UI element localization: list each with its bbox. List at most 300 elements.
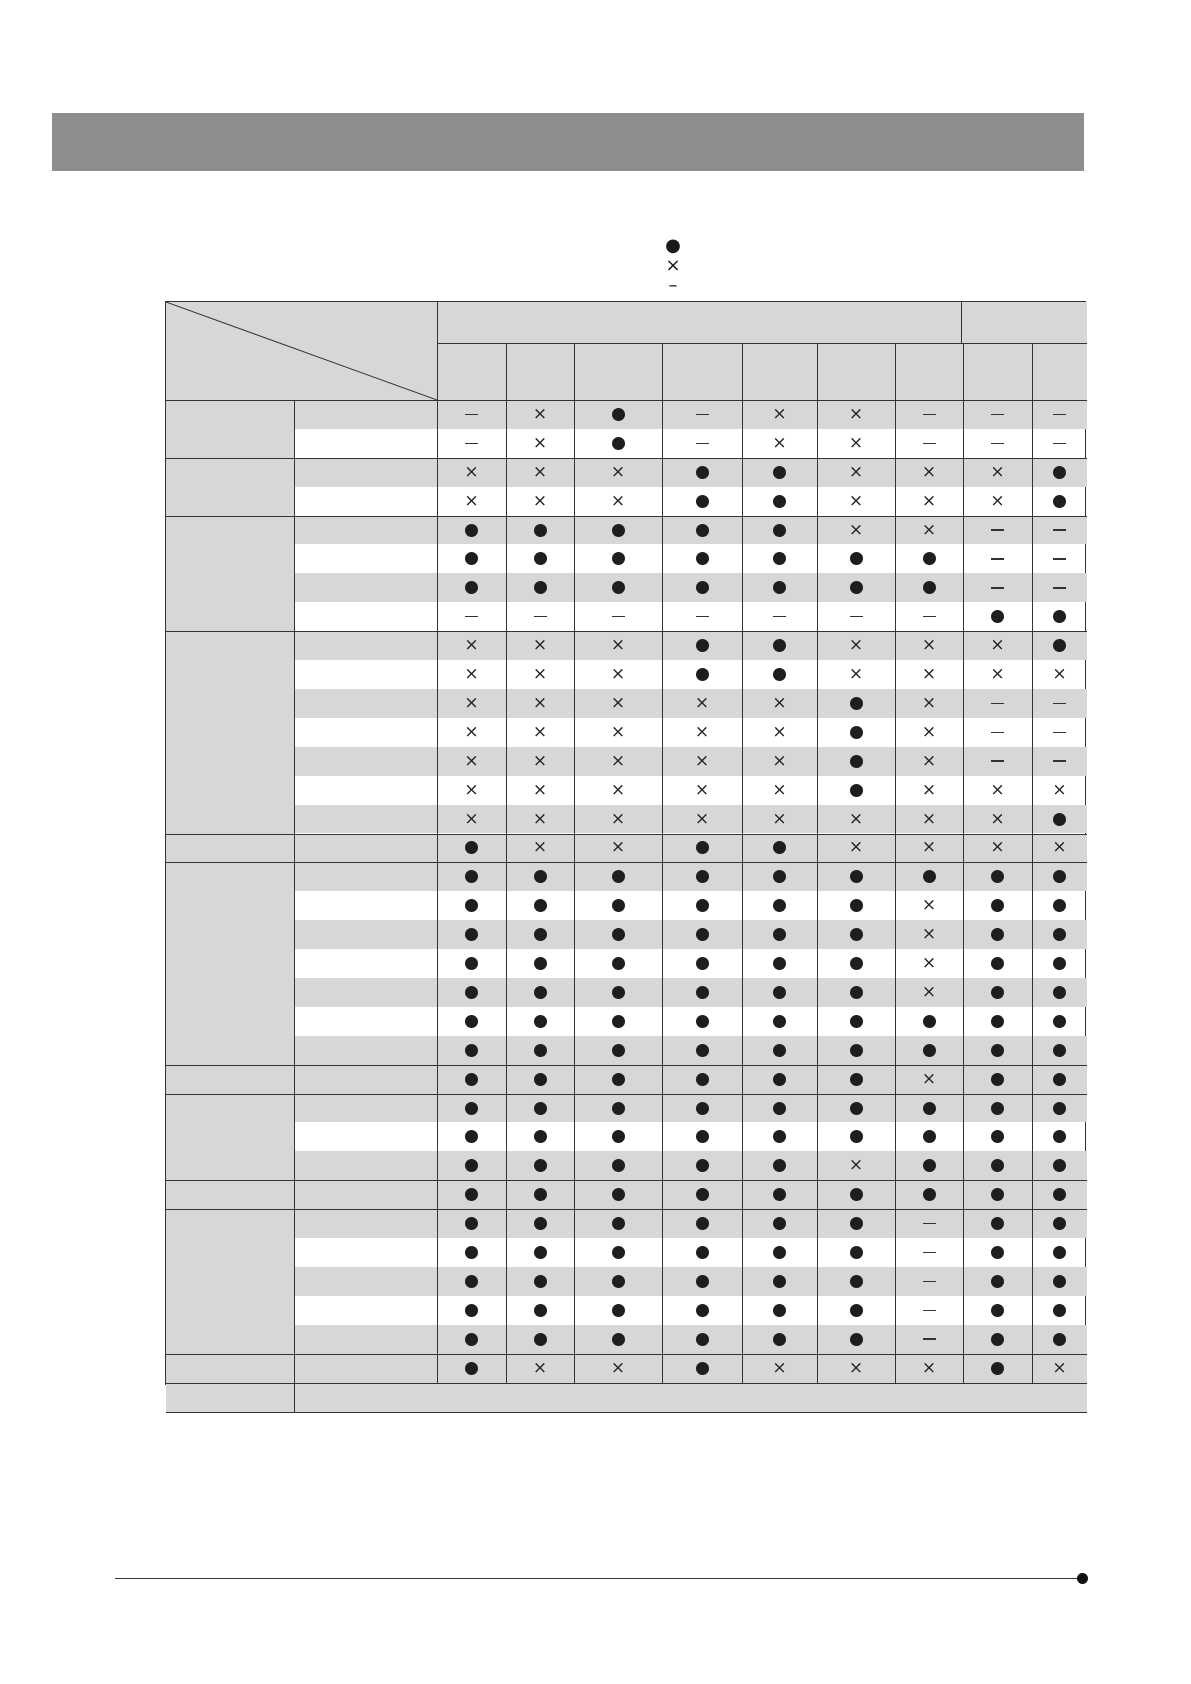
dot-icon: [850, 870, 863, 883]
cross-icon: ×: [921, 692, 937, 713]
dot-icon: [991, 1130, 1004, 1143]
table-cell: [506, 1354, 574, 1383]
table-cell: [742, 1325, 817, 1354]
table-cell: [437, 689, 506, 718]
group-divider: [166, 1383, 1087, 1384]
table-cell: [742, 516, 817, 545]
dot-icon: [773, 899, 786, 912]
table-cell: [742, 978, 817, 1007]
table-cell: [817, 920, 895, 949]
table-cell: [662, 400, 742, 429]
dot-icon: [534, 1159, 547, 1172]
dot-icon: [612, 1333, 625, 1346]
table-cell: [742, 1007, 817, 1036]
table-cell: [662, 1238, 742, 1267]
table-cell: [1032, 516, 1087, 545]
group-divider: [166, 1412, 1087, 1413]
table-cell: [574, 1325, 662, 1354]
cross-icon: ×: [532, 692, 548, 713]
cross-icon: ×: [464, 490, 479, 511]
table-cell: [662, 458, 742, 487]
dot-icon: [696, 466, 709, 479]
table-cell: [574, 949, 662, 978]
table-cell: [506, 1238, 574, 1267]
table-cell: [963, 631, 1032, 660]
table-cell: [1032, 1209, 1087, 1238]
cross-icon: ×: [694, 721, 710, 742]
cross-icon: ×: [772, 750, 787, 771]
cross-icon: ×: [464, 779, 479, 800]
table-cell: [963, 776, 1032, 805]
table-cell: [895, 400, 963, 429]
table-cell: [817, 834, 895, 863]
table-cell: [506, 1325, 574, 1354]
table-cell: [1032, 573, 1087, 602]
dot-icon: [773, 1044, 786, 1057]
table-cell: [817, 805, 895, 834]
table-cell: [1032, 458, 1087, 487]
dot-icon: [991, 1246, 1004, 1259]
table-cell: [895, 545, 963, 574]
table-cell: [817, 689, 895, 718]
dot-icon: [773, 957, 786, 970]
cross-icon: ×: [1052, 779, 1067, 800]
table-cell: [574, 1238, 662, 1267]
cross-icon: ×: [848, 808, 864, 829]
dot-icon: [850, 899, 863, 912]
table-cell: [1032, 891, 1087, 920]
dot-icon: [773, 1102, 786, 1115]
table-cell: [506, 545, 574, 574]
dot-icon: [612, 957, 625, 970]
table-cell: [895, 1296, 963, 1325]
dot-icon: [465, 1275, 478, 1288]
table-cell: [574, 1065, 662, 1094]
table-cell: [574, 1036, 662, 1065]
table-cell: [437, 862, 506, 891]
cross-icon: ×: [921, 953, 937, 974]
dot-icon: [991, 1015, 1004, 1028]
dot-icon: [923, 1015, 936, 1028]
dot-icon: [465, 1073, 478, 1086]
table-cell: [963, 429, 1032, 458]
dot-icon: [465, 1015, 478, 1028]
table-cell: [662, 978, 742, 1007]
dash-icon: [991, 443, 1004, 445]
table-cell: [506, 631, 574, 660]
cross-icon: ×: [464, 721, 479, 742]
table-cell: [662, 1123, 742, 1152]
cross-icon: ×: [464, 808, 479, 829]
dot-icon: [696, 668, 709, 681]
table-cell: [662, 660, 742, 689]
dot-icon: [696, 1217, 709, 1230]
dot-icon: [696, 581, 709, 594]
table-cell: [506, 1007, 574, 1036]
dash-icon: [1053, 414, 1066, 416]
table-cell: [742, 458, 817, 487]
table-cell: [963, 1065, 1032, 1094]
table-cell: [895, 1209, 963, 1238]
dot-icon: [991, 1217, 1004, 1230]
table-cell: [742, 660, 817, 689]
cross-icon: ×: [921, 837, 937, 858]
dot-icon: [1053, 1130, 1066, 1143]
dot-icon: [773, 1130, 786, 1143]
table-cell: [574, 834, 662, 863]
header-group-divider: [961, 302, 962, 343]
table-cell: [963, 978, 1032, 1007]
dash-icon: [1053, 443, 1066, 445]
table-cell: [742, 776, 817, 805]
dot-icon: [612, 1130, 625, 1143]
table-cell: [742, 834, 817, 863]
cross-icon: ×: [464, 635, 479, 656]
table-cell: [963, 660, 1032, 689]
dot-icon: [1053, 813, 1066, 826]
table-cell: [895, 949, 963, 978]
table-cell: [963, 1151, 1032, 1180]
table-cell: [574, 689, 662, 718]
dot-icon: [696, 986, 709, 999]
table-cell: [895, 776, 963, 805]
cross-icon: ×: [921, 490, 937, 511]
table-cell: [662, 949, 742, 978]
table-cell: [1032, 631, 1087, 660]
table-cell: [574, 1209, 662, 1238]
table-cell: [895, 602, 963, 631]
table-cell: [437, 1036, 506, 1065]
dot-icon: [1053, 1015, 1066, 1028]
cross-icon: ×: [464, 692, 479, 713]
table-cell: [506, 776, 574, 805]
table-cell: [963, 862, 1032, 891]
cross-icon: ×: [990, 461, 1005, 482]
dot-icon: [612, 1159, 625, 1172]
dot-icon: [534, 957, 547, 970]
dot-icon: [696, 1044, 709, 1057]
dot-icon: [991, 1188, 1004, 1201]
cross-icon: ×: [921, 750, 937, 771]
table-cell: [662, 1094, 742, 1123]
table-cell: [742, 429, 817, 458]
cross-icon: ×: [848, 403, 864, 424]
cross-icon: ×: [532, 432, 548, 453]
dot-icon: [850, 957, 863, 970]
table-cell: [742, 862, 817, 891]
cross-icon: ×: [990, 635, 1005, 656]
footer-rule: [115, 1578, 1082, 1579]
cross-icon: ×: [610, 461, 626, 482]
dot-icon: [1053, 1275, 1066, 1288]
dot-icon: [991, 1333, 1004, 1346]
dot-icon: [850, 1188, 863, 1201]
cross-icon: ×: [921, 519, 937, 540]
table-cell: [817, 862, 895, 891]
dot-icon: [534, 1246, 547, 1259]
dot-icon: [923, 1188, 936, 1201]
table-cell: [574, 573, 662, 602]
table-cell: [662, 487, 742, 516]
dot-icon: [773, 928, 786, 941]
table-cell: [1032, 834, 1087, 863]
dot-icon: [612, 1217, 625, 1230]
dot-icon: [850, 1044, 863, 1057]
table-cell: [895, 1180, 963, 1209]
table-cell: [662, 1296, 742, 1325]
dash-icon: [696, 616, 709, 618]
table-cell: [662, 776, 742, 805]
cross-icon: ×: [990, 664, 1005, 685]
dot-icon: [696, 1362, 709, 1375]
dot-icon: [991, 1044, 1004, 1057]
dot-icon: [773, 1275, 786, 1288]
dot-icon: [465, 870, 478, 883]
table-cell: [437, 1123, 506, 1152]
dot-icon: [991, 928, 1004, 941]
dot-icon: [1053, 957, 1066, 970]
table-cell: [817, 776, 895, 805]
cross-icon: ×: [921, 808, 937, 829]
dot-icon: [534, 581, 547, 594]
dot-icon: [1053, 1102, 1066, 1115]
dot-icon: [534, 1015, 547, 1028]
table-cell: [662, 1325, 742, 1354]
table-cell: [662, 516, 742, 545]
dot-icon: [612, 1015, 625, 1028]
cross-icon: ×: [921, 1068, 937, 1089]
table-cell: [963, 834, 1032, 863]
table-cell: [963, 487, 1032, 516]
dot-icon: [612, 1246, 625, 1259]
table-cell: [506, 458, 574, 487]
table-cell: [895, 487, 963, 516]
table-cell: [963, 949, 1032, 978]
table-cell: [963, 891, 1032, 920]
table-cell: [817, 718, 895, 747]
table-cell: [1032, 660, 1087, 689]
table-cell: [506, 862, 574, 891]
cross-icon: ×: [532, 403, 548, 424]
dot-icon: [773, 870, 786, 883]
dot-icon: [612, 581, 625, 594]
table-cell: [437, 1094, 506, 1123]
dot-icon: [1053, 495, 1066, 508]
dot-icon: [612, 1044, 625, 1057]
table-cell: [574, 545, 662, 574]
table-cell: [1032, 689, 1087, 718]
legend-dot-icon: ●: [665, 235, 681, 256]
cross-icon: ×: [848, 635, 864, 656]
table-cell: [662, 573, 742, 602]
table-cell: [895, 978, 963, 1007]
table-cell: [1032, 949, 1087, 978]
table-cell: [506, 660, 574, 689]
dot-icon: [773, 495, 786, 508]
dash-icon: [923, 616, 936, 618]
dot-icon: [465, 552, 478, 565]
dash-icon: [991, 760, 1004, 762]
table-cell: [662, 429, 742, 458]
table-cell: [574, 429, 662, 458]
table-cell: [1032, 718, 1087, 747]
table-cell: [742, 1267, 817, 1296]
table-cell: [506, 834, 574, 863]
table-cell: [437, 429, 506, 458]
table-cell: [895, 1094, 963, 1123]
table-cell: [506, 949, 574, 978]
table-cell: [574, 1123, 662, 1152]
cross-icon: ×: [610, 721, 626, 742]
table-cell: [817, 429, 895, 458]
table-cell: [817, 1354, 895, 1383]
footer-row: [294, 1383, 1087, 1413]
table-cell: [574, 660, 662, 689]
cross-icon: ×: [990, 808, 1005, 829]
dot-icon: [773, 466, 786, 479]
table-cell: [1032, 805, 1087, 834]
dot-icon: [1053, 1159, 1066, 1172]
table-cell: [817, 1180, 895, 1209]
table-cell: [817, 1094, 895, 1123]
table-cell: [895, 516, 963, 545]
dot-icon: [991, 1102, 1004, 1115]
cross-icon: ×: [772, 692, 787, 713]
table-cell: [742, 602, 817, 631]
cross-icon: ×: [772, 779, 787, 800]
table-cell: [895, 1123, 963, 1152]
cross-icon: ×: [848, 1155, 864, 1176]
table-cell: [963, 1180, 1032, 1209]
dot-icon: [1053, 1073, 1066, 1086]
table-cell: [742, 1209, 817, 1238]
table-cell: [506, 1036, 574, 1065]
dot-icon: [465, 581, 478, 594]
dot-icon: [696, 899, 709, 912]
dot-icon: [696, 1304, 709, 1317]
dash-icon: [1053, 587, 1066, 589]
dash-icon: [465, 616, 478, 618]
column-divider: [294, 400, 295, 1413]
cross-icon: ×: [694, 692, 710, 713]
table-cell: [1032, 545, 1087, 574]
table-cell: [506, 805, 574, 834]
table-cell: [574, 1094, 662, 1123]
dot-icon: [696, 495, 709, 508]
cross-icon: ×: [848, 519, 864, 540]
dot-icon: [1053, 928, 1066, 941]
table-cell: [963, 1267, 1032, 1296]
table-cell: [895, 834, 963, 863]
dot-icon: [696, 928, 709, 941]
dot-icon: [773, 524, 786, 537]
table-cell: [662, 891, 742, 920]
table-cell: [742, 1123, 817, 1152]
cross-icon: ×: [610, 750, 626, 771]
dot-icon: [991, 1073, 1004, 1086]
table-cell: [963, 1238, 1032, 1267]
table-cell: [742, 631, 817, 660]
cross-icon: ×: [532, 837, 548, 858]
dot-icon: [696, 1246, 709, 1259]
dash-icon: [923, 1252, 936, 1254]
dot-icon: [696, 639, 709, 652]
table-cell: [742, 805, 817, 834]
table-cell: [437, 920, 506, 949]
table-cell: [895, 862, 963, 891]
table-cell: [963, 805, 1032, 834]
dot-icon: [534, 986, 547, 999]
dot-icon: [696, 1188, 709, 1201]
table-cell: [963, 689, 1032, 718]
dash-icon: [1053, 558, 1066, 560]
table-cell: [895, 631, 963, 660]
dot-icon: [923, 870, 936, 883]
dot-icon: [773, 841, 786, 854]
cross-icon: ×: [848, 432, 864, 453]
legend-cross-icon: ×: [665, 255, 681, 276]
table-cell: [437, 1296, 506, 1325]
table-cell: [506, 920, 574, 949]
table-cell: [437, 949, 506, 978]
dot-icon: [612, 870, 625, 883]
table-cell: [1032, 1180, 1087, 1209]
table-cell: [662, 718, 742, 747]
table-cell: [506, 487, 574, 516]
dot-icon: [850, 1333, 863, 1346]
table-cell: [662, 805, 742, 834]
table-cell: [742, 573, 817, 602]
dot-icon: [465, 1217, 478, 1230]
dot-icon: [612, 1304, 625, 1317]
dot-icon: [465, 1362, 478, 1375]
cross-icon: ×: [532, 490, 548, 511]
dot-icon: [773, 1246, 786, 1259]
table-cell: [574, 978, 662, 1007]
cross-icon: ×: [610, 664, 626, 685]
table-cell: [574, 458, 662, 487]
table-cell: [963, 1007, 1032, 1036]
cross-icon: ×: [1052, 664, 1067, 685]
dot-icon: [923, 1159, 936, 1172]
table-cell: [506, 1209, 574, 1238]
table-cell: [662, 1065, 742, 1094]
table-cell: [506, 1267, 574, 1296]
cross-icon: ×: [694, 779, 710, 800]
table-cell: [574, 920, 662, 949]
dash-icon: [612, 616, 625, 618]
table-cell: [662, 631, 742, 660]
dot-icon: [696, 1130, 709, 1143]
dot-icon: [534, 870, 547, 883]
cross-icon: ×: [1052, 1357, 1067, 1378]
table-cell: [895, 1267, 963, 1296]
dot-icon: [696, 1102, 709, 1115]
dot-icon: [612, 1073, 625, 1086]
dot-icon: [534, 899, 547, 912]
dot-icon: [534, 552, 547, 565]
dot-icon: [1053, 1246, 1066, 1259]
table-cell: [742, 1354, 817, 1383]
dot-icon: [773, 1217, 786, 1230]
cross-icon: ×: [921, 635, 937, 656]
dot-icon: [612, 1102, 625, 1115]
dash-icon: [991, 703, 1004, 705]
dot-icon: [534, 1102, 547, 1115]
table-cell: [817, 891, 895, 920]
dash-icon: [923, 443, 936, 445]
dot-icon: [850, 1304, 863, 1317]
